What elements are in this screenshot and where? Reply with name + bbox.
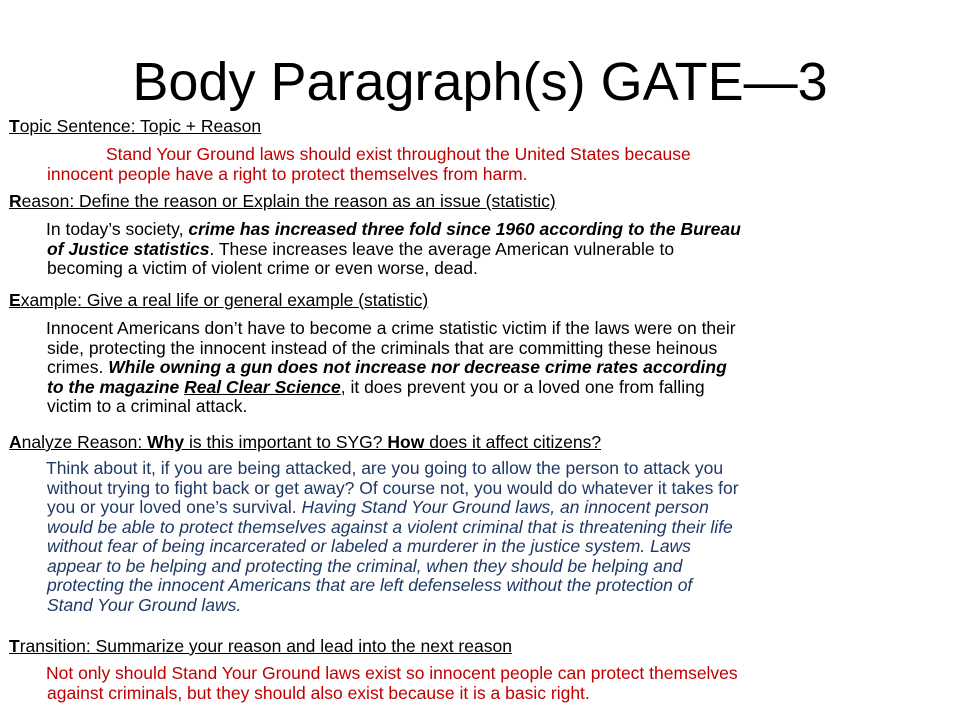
magazine-title: Real Clear Science bbox=[184, 376, 341, 397]
example-body bbox=[47, 319, 959, 417]
reason-line: becoming a victim of violent crime or even worse, dead. bbox=[47, 258, 478, 278]
analyze-line: without fear of being incarcerated or labeled a murderer in the justice system. Laws bbox=[47, 536, 691, 556]
example-heading bbox=[9, 290, 428, 310]
analyze-heading-text: is this important to SYG? bbox=[184, 432, 388, 452]
topic-line: innocent people have a right to protect themselves from harm. bbox=[47, 163, 528, 184]
reason-text: In today’s society, bbox=[46, 219, 189, 239]
transition-body bbox=[47, 664, 959, 703]
topic-line: Stand Your Ground laws should exist throughout the United States because bbox=[106, 144, 691, 164]
analyze-line: protecting the innocent Americans that are left defenseless without the protection of bbox=[47, 575, 693, 595]
analyze-text: you or your loved one’s survival. bbox=[47, 497, 302, 517]
analyze-line: without trying to fight back or get away? Of course not, you would do whatever it takes for bbox=[47, 477, 739, 498]
reason-body bbox=[47, 220, 959, 279]
analyze-line: Stand Your Ground laws. bbox=[47, 594, 242, 615]
transition-heading-initial: T bbox=[9, 636, 20, 656]
example-heading-initial: E bbox=[9, 290, 21, 310]
topic-heading-text: opic Sentence: Topic + Reason bbox=[19, 116, 262, 136]
example-line: side, protecting the innocent instead of the criminals that are committing these heinous bbox=[47, 337, 718, 358]
slide-title: Body Paragraph(s) GATE—3 bbox=[132, 52, 828, 112]
topic-body bbox=[47, 145, 959, 184]
analyze-heading-why: Why bbox=[147, 432, 185, 452]
example-text: , it does prevent you or a loved one from falling bbox=[340, 376, 705, 397]
transition-heading-text: ransition: Summarize your reason and lead into the next reason bbox=[19, 636, 512, 656]
reason-heading-initial: R bbox=[9, 191, 22, 211]
transition-line: Not only should Stand Your Ground laws exist so innocent people can protect themselves bbox=[46, 663, 738, 683]
reason-emphasis: of Justice statistics bbox=[47, 238, 210, 259]
example-emphasis: While owning a gun does not increase nor decrease crime rates according bbox=[108, 357, 727, 377]
topic-heading bbox=[9, 116, 261, 136]
reason-emphasis: crime has increased three fold since 1960 according to the Bureau bbox=[188, 219, 741, 239]
topic-heading-initial: T bbox=[9, 116, 20, 136]
example-emphasis: to the magazine bbox=[47, 376, 185, 397]
reason-line bbox=[47, 240, 959, 260]
example-line bbox=[47, 358, 959, 378]
analyze-heading-text: nalyze Reason: bbox=[21, 432, 148, 452]
analyze-heading-how: How bbox=[387, 432, 425, 452]
reason-heading-text: eason: Define the reason or Explain the reason as an issue (statistic) bbox=[21, 191, 556, 211]
analyze-body bbox=[47, 459, 959, 615]
analyze-emphasis: Having Stand Your Ground laws, an innocent person bbox=[301, 497, 709, 517]
example-text: crimes. bbox=[47, 357, 109, 377]
example-line bbox=[47, 378, 959, 398]
analyze-line: Think about it, if you are being attacked, are you going to allow the person to attack you bbox=[46, 458, 724, 478]
reason-text: . These increases leave the average American vulnerable to bbox=[209, 238, 675, 259]
analyze-heading-text: does it affect citizens? bbox=[424, 432, 602, 452]
example-line: victim to a criminal attack. bbox=[47, 396, 248, 416]
transition-heading bbox=[9, 636, 512, 656]
reason-heading bbox=[9, 191, 556, 211]
analyze-line: would be able to protect themselves against a violent criminal that is threatening their life bbox=[47, 516, 733, 537]
analyze-line bbox=[47, 498, 959, 518]
transition-line: against criminals, but they should also exist because it is a basic right. bbox=[47, 682, 590, 703]
analyze-heading-initial: A bbox=[9, 432, 22, 452]
example-heading-text: xample: Give a real life or general example (statistic) bbox=[20, 290, 429, 310]
example-line: Innocent Americans don’t have to become a crime statistic victim if the laws were on their bbox=[46, 318, 736, 338]
analyze-heading bbox=[9, 432, 601, 452]
analyze-line: appear to be helping and protecting the criminal, when they should be helping and bbox=[47, 555, 683, 576]
reason-line bbox=[46, 220, 959, 240]
